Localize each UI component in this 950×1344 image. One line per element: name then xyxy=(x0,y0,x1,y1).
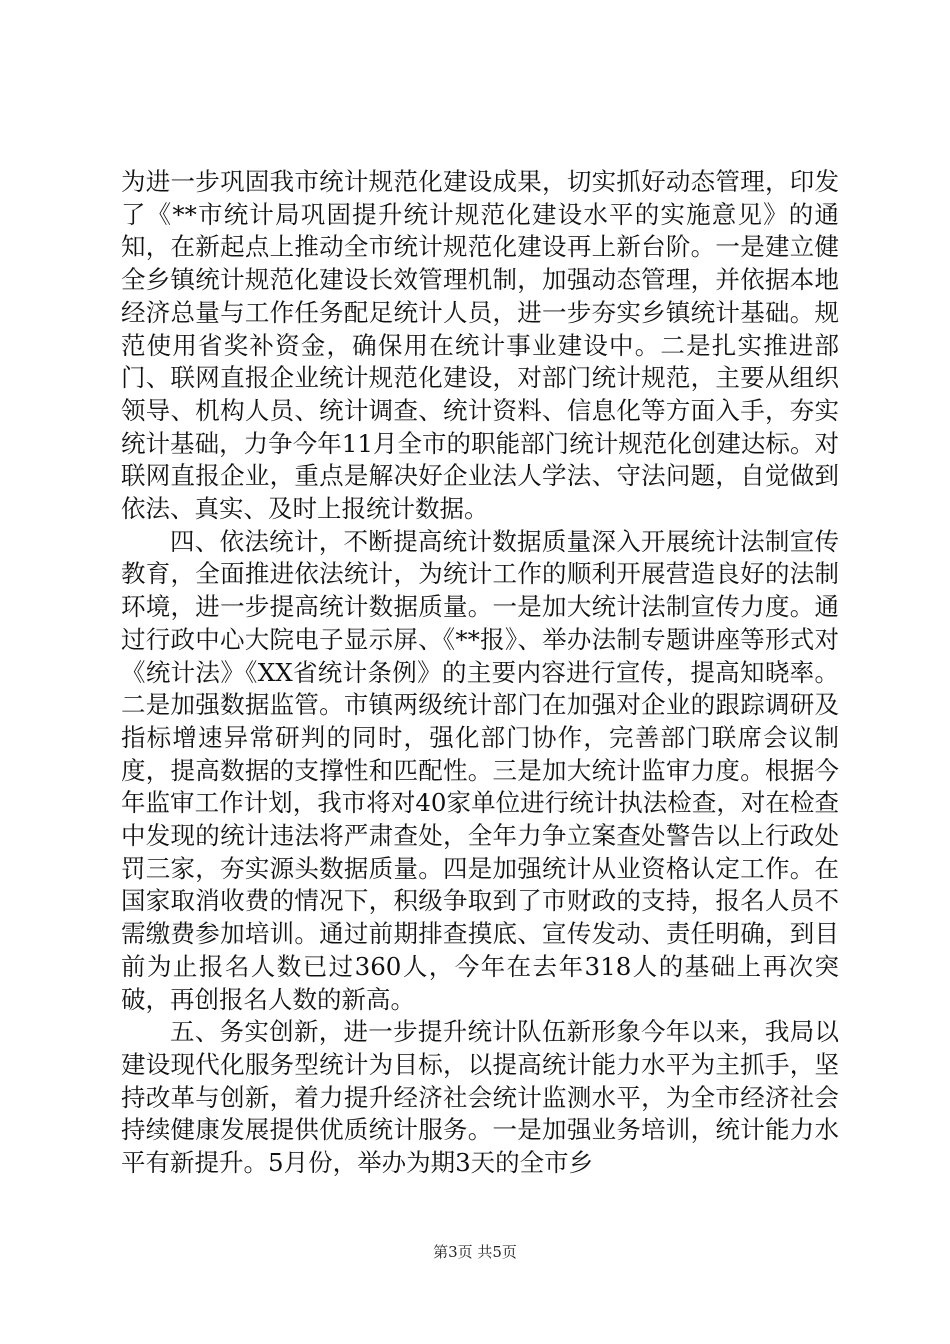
paragraph-section-four: 四、依法统计，不断提高统计数据质量深入开展统计法制宣传教育，全面推进依法统计，为统计工作的顺利开展营造良好的法制环境，进一步提高统计数据质量。一是加大统计法制宣传力度。通过行政中心大院电子显示屏、《**报》、举办法制专题讲座等形式对《统计法》《XX省统计条例》的主要内容进行宣传，提高知晓率。二是加强数据监管。市镇两级统计部门在加强对企业的跟踪调研及指标增速异常研判的同时，强化部门协作，完善部门联席会议制度，提高数据的支撑性和匹配性。三是加大统计监审力度。根据今年监审工作计划，我市将对40家单位进行统计执法检查，对在检查中发现的统计违法将严肃查处，全年力争立案查处警告以上行政处罚三家，夯实源头数据质量。四是加强统计从业资格认定工作。在国家取消收费的情况下，积级争取到了市财政的支持，报名人员不需缴费参加培训。通过前期排查摸底、宣传发动、责任明确，到目前为止报名人数已过360人，今年在去年318人的基础上再次突破，再创报名人数的新高。 xyxy=(121,526,839,1014)
page-footer: 第3页 共5页 xyxy=(433,1243,517,1261)
paragraph-continuation: 为进一步巩固我市统计规范化建设成果，切实抓好动态管理，印发了《**市统计局巩固提升统计规范化建设水平的实施意见》的通知，在新起点上推动全市统计规范化建设再上新台阶。一是建立健全乡镇统计规范化建设长效管理机制，加强动态管理，并依据本地经济总量与工作任务配足统计人员，进一步夯实乡镇统计基础。规范使用省奖补资金，确保用在统计事业建设中。二是扎实推进部门、联网直报企业统计规范化建设，对部门统计规范，主要从组织领导、机构人员、统计调查、统计资料、信息化等方面入手，夯实统计基础，力争今年11月全市的职能部门统计规范化创建达标。对联网直报企业，重点是解决好企业法人学法、守法问题，自觉做到依法、真实、及时上报统计数据。 xyxy=(121,167,839,524)
document-body xyxy=(121,166,839,1180)
paragraph-section-five: 五、务实创新，进一步提升统计队伍新形象今年以来，我局以建设现代化服务型统计为目标，以提高统计能力水平为主抓手，坚持改革与创新，着力提升经济社会统计监测水平，为全市经济社会持续健康发展提供优质统计服务。一是加强业务培训，统计能力水平有新提升。5月份，举办为期3天的全市乡 xyxy=(121,1017,839,1178)
